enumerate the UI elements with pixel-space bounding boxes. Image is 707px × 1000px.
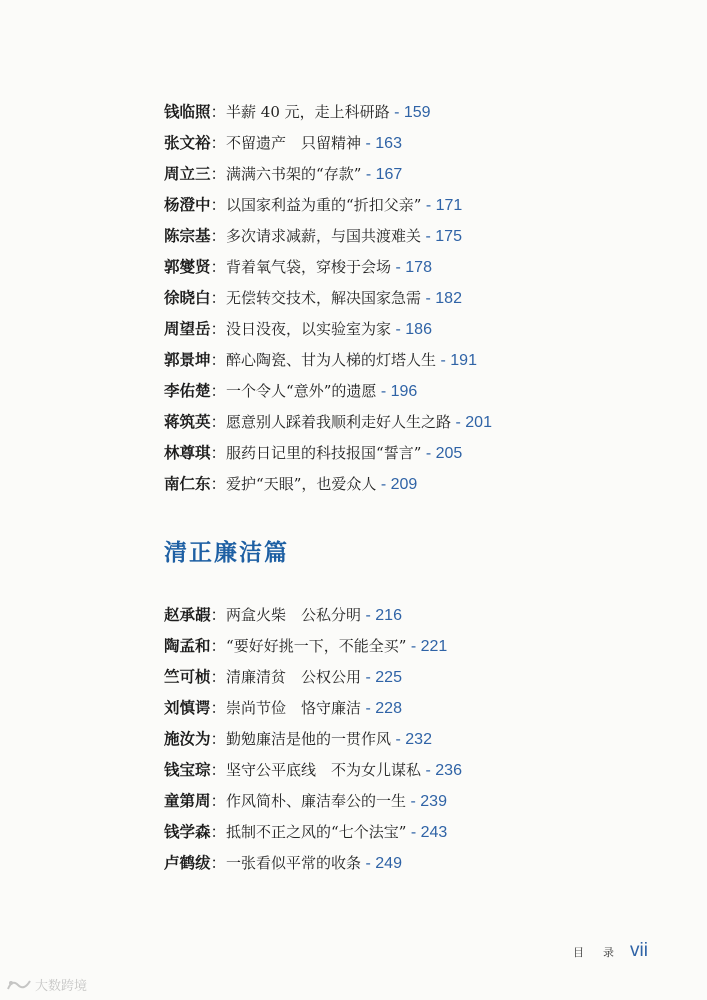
watermark-logo-icon xyxy=(6,977,32,993)
toc-entry[interactable]: 郭景坤：醉心陶瓷、甘为人梯的灯塔人生 - 191 xyxy=(164,351,477,369)
toc-entry-page: 167 xyxy=(375,166,403,183)
toc-entry-title: 一个令人“意外”的遗愿 xyxy=(226,382,377,400)
toc-entry-name: 刘慎谔 xyxy=(164,699,211,717)
toc-entry-name: 童第周 xyxy=(164,792,211,810)
toc-entry-page: 175 xyxy=(435,228,462,245)
toc-entry-page: 205 xyxy=(435,445,463,462)
toc-entry-title: 无偿转交技术，解决国家急需 xyxy=(226,289,422,307)
toc-entry-title: 醉心陶瓷、甘为人梯的灯塔人生 xyxy=(226,351,437,369)
toc-entry-name: 林尊琪 xyxy=(164,444,211,462)
toc-entry-page: 178 xyxy=(405,259,432,276)
toc-entry-title: 愿意别人踩着我顺利走好人生之路 xyxy=(226,413,452,431)
toc-entry-title: 不留遗产 只留精神 xyxy=(226,134,362,152)
toc-entry[interactable]: 钱学森：抵制不正之风的“七个法宝” - 243 xyxy=(164,823,448,841)
toc-entry-page: 228 xyxy=(375,700,402,717)
toc-entry-name: 钱宝琮 xyxy=(164,761,211,779)
toc-entry-title: 坚守公平底线 不为女儿谋私 xyxy=(226,761,422,779)
toc-entry-title: “要好好挑一下，不能全买” xyxy=(226,637,407,655)
toc-entry-name: 周立三 xyxy=(164,165,211,183)
toc-entry[interactable]: 周望岳：没日没夜，以实验室为家 - 186 xyxy=(164,320,432,338)
toc-entry-page: 209 xyxy=(390,476,418,493)
toc-entry[interactable]: 南仁东：爱护“天眼”，也爱众人 - 209 xyxy=(164,475,418,493)
toc-entry-name: 卢鹤绂 xyxy=(164,854,211,872)
toc-entry-name: 张文裕 xyxy=(164,134,211,152)
toc-entry[interactable]: 李佑楚：一个令人“意外”的遗愿 - 196 xyxy=(164,382,418,400)
toc-entry-name: 蒋筑英 xyxy=(164,413,211,431)
toc-entry-name: 陶孟和 xyxy=(164,637,211,655)
toc-entry-page: 182 xyxy=(435,290,462,307)
toc-list-section-1 xyxy=(164,97,492,500)
page-number: vii xyxy=(630,940,648,961)
toc-entry-page: 191 xyxy=(450,352,477,369)
toc-entry-title: 以国家利益为重的“折扣父亲” xyxy=(226,196,422,214)
toc-entry[interactable]: 蒋筑英：愿意别人踩着我顺利走好人生之路 - 201 xyxy=(164,413,492,431)
page-footer xyxy=(573,940,648,962)
toc-list-section-2 xyxy=(164,600,462,879)
toc-entry-name: 周望岳 xyxy=(164,320,211,338)
toc-entry[interactable]: 童第周：作风简朴、廉洁奉公的一生 - 239 xyxy=(164,792,447,810)
toc-entry[interactable]: 卢鹤绂：一张看似平常的收条 - 249 xyxy=(164,854,402,872)
toc-entry[interactable]: 钱宝琮：坚守公平底线 不为女儿谋私 - 236 xyxy=(164,761,462,779)
toc-entry-title: 爱护“天眼”，也爱众人 xyxy=(226,475,377,493)
toc-entry-name: 郭燮贤 xyxy=(164,258,211,276)
toc-entry-title: 半薪 40 元，走上科研路 xyxy=(226,103,390,121)
toc-entry-name: 施汝为 xyxy=(164,730,211,748)
toc-entry-page: 159 xyxy=(403,104,431,121)
footer-label: 目 录 xyxy=(573,946,619,959)
toc-entry[interactable]: 张文裕：不留遗产 只留精神 - 163 xyxy=(164,134,402,152)
toc-entry-page: 232 xyxy=(405,731,432,748)
toc-entry[interactable]: 徐晓白：无偿转交技术，解决国家急需 - 182 xyxy=(164,289,462,307)
toc-entry-name: 钱学森 xyxy=(164,823,211,841)
toc-entry-title: 背着氧气袋，穿梭于会场 xyxy=(226,258,392,276)
toc-entry[interactable]: 赵承嘏：两盒火柴 公私分明 - 216 xyxy=(164,606,402,624)
toc-entry[interactable]: 陶孟和：“要好好挑一下，不能全买” - 221 xyxy=(164,637,448,655)
section-heading: 清正廉洁篇 xyxy=(164,539,289,566)
toc-entry-title: 勤勉廉洁是他的一贯作风 xyxy=(226,730,392,748)
toc-entry-name: 竺可桢 xyxy=(164,668,211,686)
toc-entry-title: 清廉清贫 公权公用 xyxy=(226,668,362,686)
toc-entry-title: 两盒火柴 公私分明 xyxy=(226,606,362,624)
toc-entry[interactable]: 周立三：满满六书架的“存款” - 167 xyxy=(164,165,403,183)
toc-entry-page: 196 xyxy=(390,383,418,400)
toc-entry-name: 赵承嘏 xyxy=(164,606,211,624)
toc-entry[interactable]: 施汝为：勤勉廉洁是他的一贯作风 - 232 xyxy=(164,730,432,748)
toc-entry-title: 崇尚节俭 恪守廉洁 xyxy=(226,699,362,717)
toc-entry[interactable]: 钱临照：半薪 40 元，走上科研路 - 159 xyxy=(164,103,431,121)
toc-entry-name: 郭景坤 xyxy=(164,351,211,369)
toc-entry[interactable]: 杨澄中：以国家利益为重的“折扣父亲” - 171 xyxy=(164,196,463,214)
toc-entry-page: 225 xyxy=(375,669,402,686)
watermark-text: 大数跨境 xyxy=(35,979,88,994)
toc-entry[interactable]: 陈宗基：多次请求减薪，与国共渡难关 - 175 xyxy=(164,227,462,245)
toc-entry-page: 239 xyxy=(420,793,447,810)
toc-entry-page: 249 xyxy=(375,855,402,872)
toc-entry-page: 221 xyxy=(420,638,448,655)
toc-entry-title: 没日没夜，以实验室为家 xyxy=(226,320,392,338)
toc-entry-name: 钱临照 xyxy=(164,103,211,121)
toc-entry-title: 满满六书架的“存款” xyxy=(226,165,362,183)
toc-entry[interactable]: 郭燮贤：背着氧气袋，穿梭于会场 - 178 xyxy=(164,258,432,276)
toc-entry-name: 李佑楚 xyxy=(164,382,211,400)
toc-entry-name: 陈宗基 xyxy=(164,227,211,245)
toc-entry-page: 236 xyxy=(435,762,462,779)
toc-entry-name: 杨澄中 xyxy=(164,196,211,214)
toc-entry[interactable]: 刘慎谔：崇尚节俭 恪守廉洁 - 228 xyxy=(164,699,402,717)
toc-entry[interactable]: 林尊琪：服药日记里的科技报国“誓言” - 205 xyxy=(164,444,463,462)
toc-entry-page: 171 xyxy=(435,197,463,214)
toc-entry-title: 作风简朴、廉洁奉公的一生 xyxy=(226,792,407,810)
toc-entry-page: 201 xyxy=(465,414,492,431)
toc-entry-name: 南仁东 xyxy=(164,475,211,493)
toc-entry-page: 186 xyxy=(405,321,432,338)
toc-entry-name: 徐晓白 xyxy=(164,289,211,307)
toc-entry-page: 163 xyxy=(375,135,402,152)
watermark xyxy=(6,975,87,994)
toc-entry-page: 243 xyxy=(420,824,448,841)
toc-entry-title: 抵制不正之风的“七个法宝” xyxy=(226,823,407,841)
toc-entry-title: 多次请求减薪，与国共渡难关 xyxy=(226,227,422,245)
toc-entry[interactable]: 竺可桢：清廉清贫 公权公用 - 225 xyxy=(164,668,402,686)
toc-entry-page: 216 xyxy=(375,607,402,624)
toc-entry-title: 一张看似平常的收条 xyxy=(226,854,362,872)
toc-entry-title: 服药日记里的科技报国“誓言” xyxy=(226,444,422,462)
